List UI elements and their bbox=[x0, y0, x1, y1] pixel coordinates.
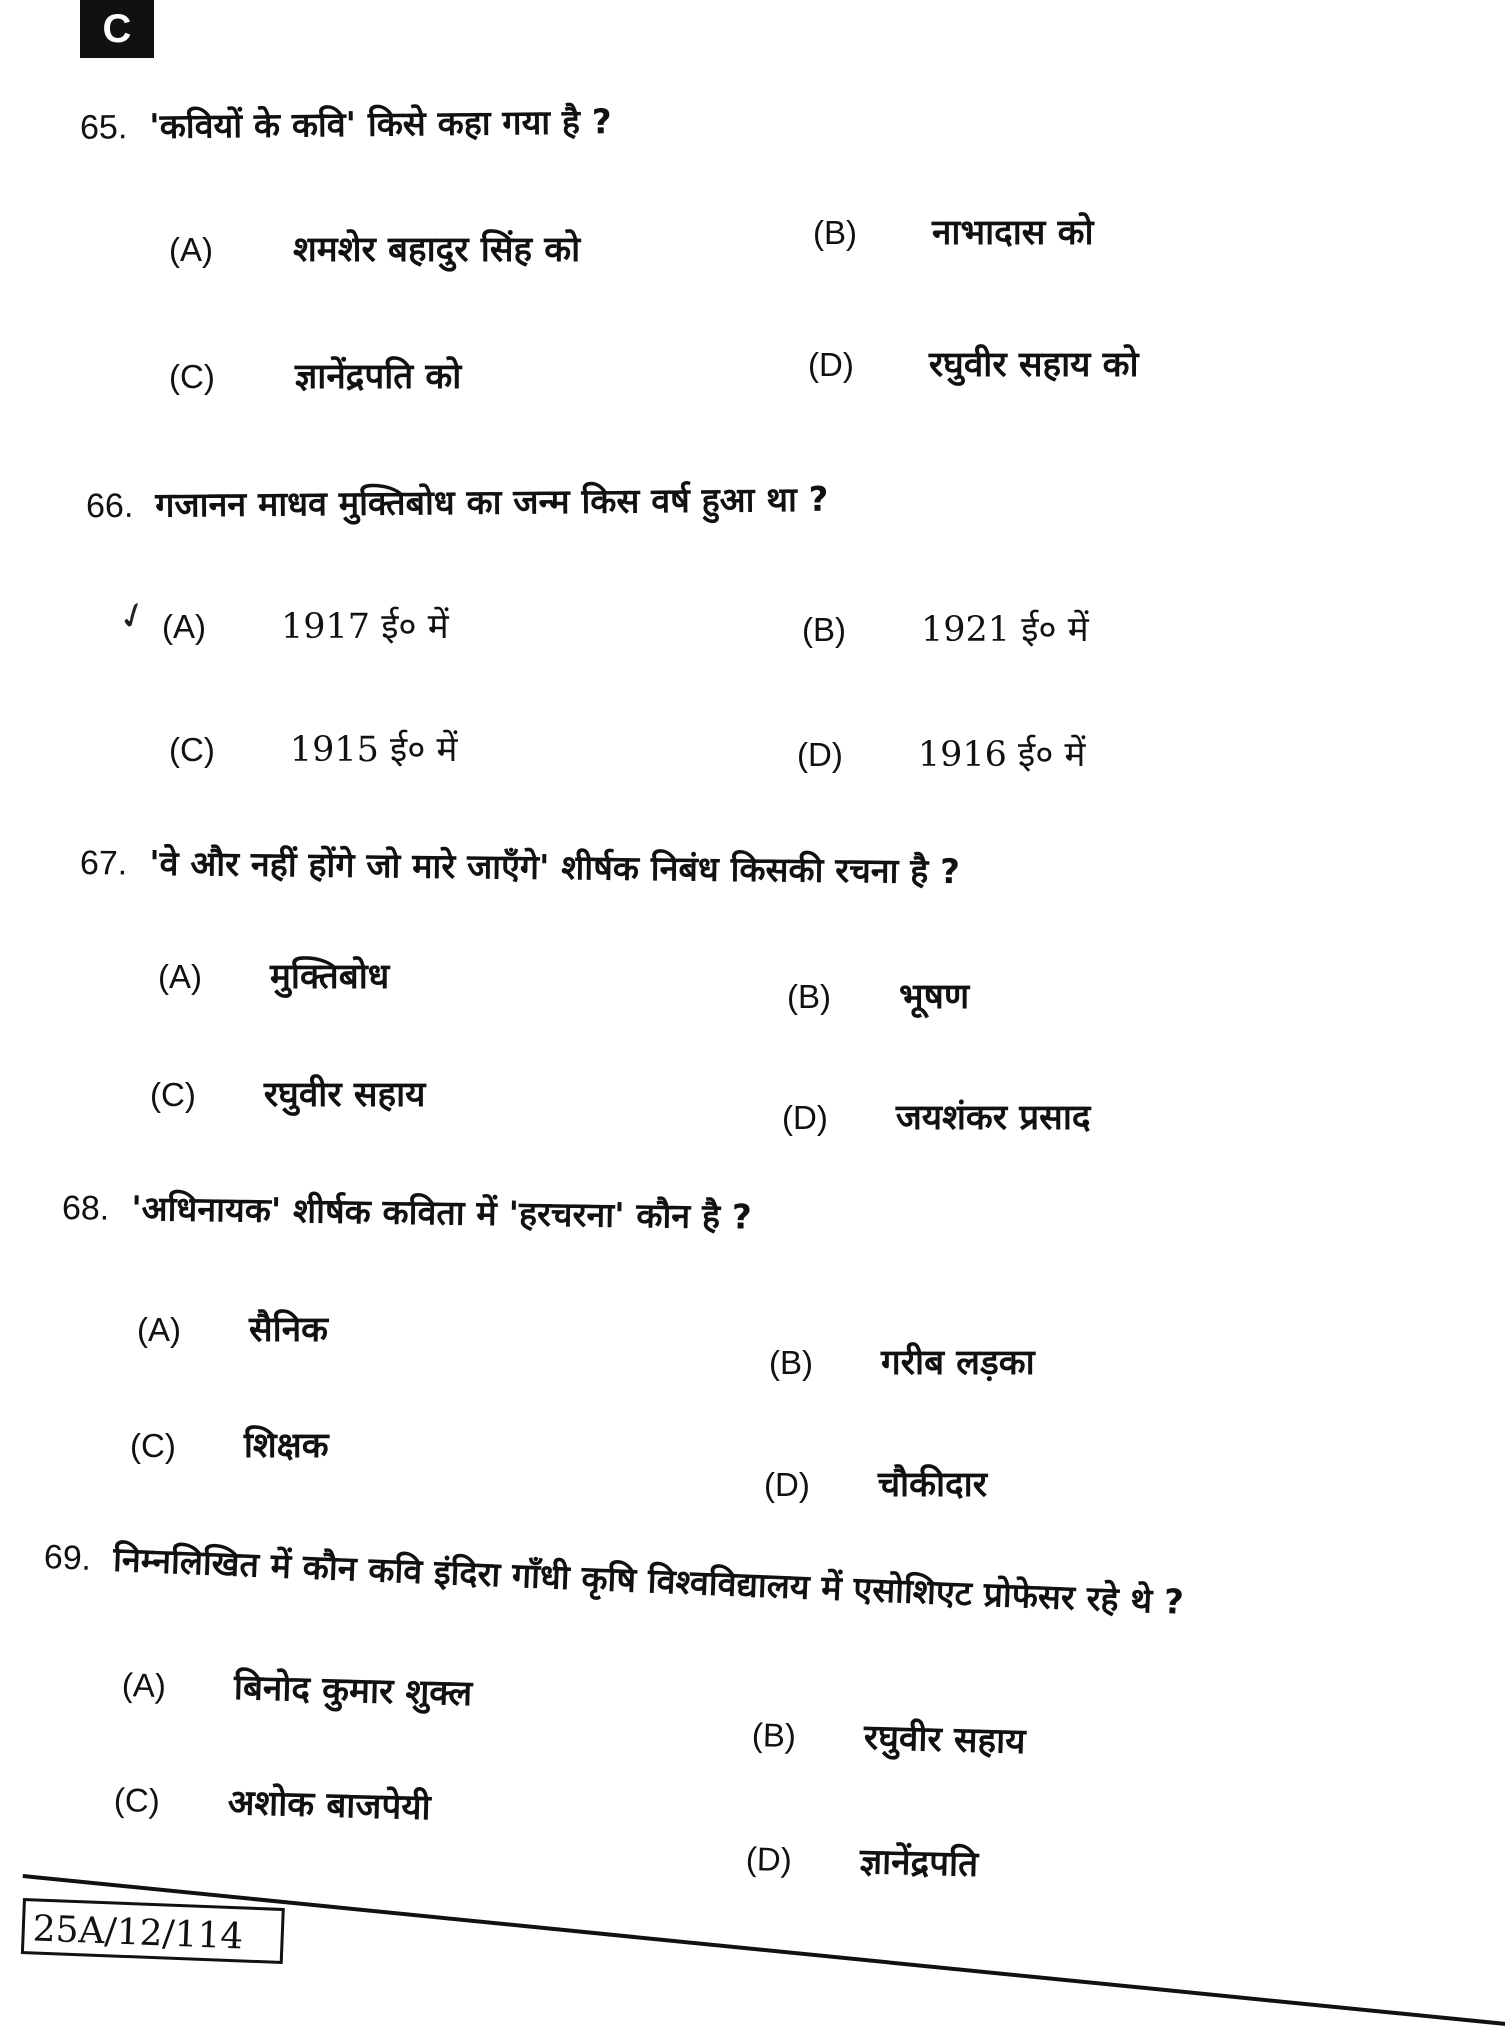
option-label: (A) bbox=[162, 608, 206, 645]
option-67-c bbox=[150, 1070, 425, 1117]
option-text: ज्ञानेंद्रपति bbox=[859, 1841, 979, 1886]
question-65 bbox=[80, 97, 612, 149]
question-text: 'वे और नहीं होंगे जो मारे जाएँगे' शीर्षक निबंध किसकी रचना है ? bbox=[149, 843, 961, 893]
option-label: (D) bbox=[782, 1099, 828, 1136]
option-text: 1917 ई० में bbox=[281, 607, 449, 647]
option-text: जयशंकर प्रसाद bbox=[895, 1098, 1091, 1138]
question-set-badge: C bbox=[80, 0, 154, 58]
option-69-a bbox=[121, 1660, 472, 1716]
option-text: 1916 ई० में bbox=[917, 735, 1086, 775]
option-label: (B) bbox=[802, 611, 846, 648]
option-text: शिक्षक bbox=[243, 1426, 329, 1466]
option-label: (B) bbox=[787, 978, 831, 1015]
option-69-d bbox=[745, 1834, 978, 1887]
question-66 bbox=[86, 475, 829, 527]
option-text: शमशेर बहादुर सिंह को bbox=[293, 230, 581, 270]
option-66-b bbox=[802, 605, 1089, 652]
option-label: (A) bbox=[137, 1311, 181, 1348]
option-68-c bbox=[130, 1421, 329, 1468]
option-text: सैनिक bbox=[249, 1310, 329, 1350]
question-number: 66. bbox=[85, 486, 134, 526]
question-69 bbox=[43, 1532, 1185, 1624]
option-text: ज्ञानेंद्रपति को bbox=[294, 357, 462, 397]
question-68 bbox=[62, 1183, 752, 1239]
question-67 bbox=[80, 838, 960, 893]
option-label: (C) bbox=[150, 1076, 196, 1113]
option-text: रघुवीर सहाय bbox=[863, 1717, 1027, 1763]
option-label: (B) bbox=[769, 1344, 813, 1381]
option-69-b bbox=[751, 1710, 1026, 1764]
option-68-a bbox=[137, 1305, 328, 1352]
option-label: (B) bbox=[751, 1716, 797, 1755]
option-text: मुक्तिबोध bbox=[270, 957, 390, 997]
option-label: (C) bbox=[113, 1781, 161, 1820]
question-text: निम्नलिखित में कौन कवि इंदिरा गाँधी कृषि विश्वविद्यालय में एसोशिएट प्रोफेसर रहे थे ? bbox=[112, 1539, 1185, 1623]
option-label: (D) bbox=[764, 1466, 810, 1503]
paper-code: 25A/12/114 bbox=[21, 1898, 285, 1964]
option-65-c bbox=[169, 352, 461, 399]
option-68-d bbox=[764, 1460, 987, 1507]
option-label: (A) bbox=[158, 958, 202, 995]
question-text: 'कवियों के कवि' किसे कहा गया है ? bbox=[149, 102, 612, 148]
option-text: गरीब लड़का bbox=[881, 1343, 1035, 1383]
option-label: (A) bbox=[121, 1666, 167, 1705]
option-text: रघुवीर सहाय को bbox=[928, 345, 1139, 385]
option-66-c bbox=[169, 725, 457, 772]
option-label: (A) bbox=[169, 231, 213, 268]
option-label: (D) bbox=[808, 346, 854, 383]
option-text: भूषण bbox=[899, 977, 970, 1017]
question-number: 68. bbox=[61, 1189, 110, 1228]
option-67-d bbox=[782, 1093, 1091, 1140]
option-text: 1915 ई० में bbox=[289, 730, 458, 770]
option-66-a bbox=[111, 592, 449, 649]
option-65-d bbox=[808, 340, 1139, 387]
option-label: (D) bbox=[745, 1840, 793, 1879]
question-number: 67. bbox=[79, 844, 128, 883]
tick-mark-icon: ✓ bbox=[111, 592, 155, 641]
option-text: अशोक बाजपेयी bbox=[227, 1782, 432, 1829]
option-67-b bbox=[787, 972, 969, 1019]
option-65-b bbox=[813, 208, 1094, 255]
option-label: (C) bbox=[130, 1427, 176, 1464]
option-text: बिनोद कुमार शुक्ल bbox=[233, 1667, 473, 1715]
option-text: नाभादास को bbox=[932, 213, 1094, 253]
option-text: चौकीदार bbox=[877, 1465, 988, 1505]
option-text: 1921 ई० में bbox=[921, 610, 1089, 650]
option-text: रघुवीर सहाय bbox=[263, 1075, 426, 1115]
question-number: 65. bbox=[79, 108, 128, 147]
option-69-c bbox=[113, 1775, 431, 1830]
option-label: (C) bbox=[169, 731, 215, 768]
option-label: (B) bbox=[813, 214, 857, 251]
option-67-a bbox=[158, 952, 389, 999]
option-68-b bbox=[769, 1338, 1035, 1385]
option-65-a bbox=[169, 225, 580, 272]
question-text: 'अधिनायक' शीर्षक कविता में 'हरचरना' कौन है ? bbox=[130, 1188, 752, 1238]
question-number: 69. bbox=[43, 1538, 92, 1578]
option-label: (D) bbox=[797, 736, 843, 773]
option-66-d bbox=[797, 730, 1085, 777]
question-text: गजानन माधव मुक्तिबोध का जन्म किस वर्ष हुआ था ? bbox=[155, 479, 829, 526]
option-label: (C) bbox=[169, 358, 215, 395]
